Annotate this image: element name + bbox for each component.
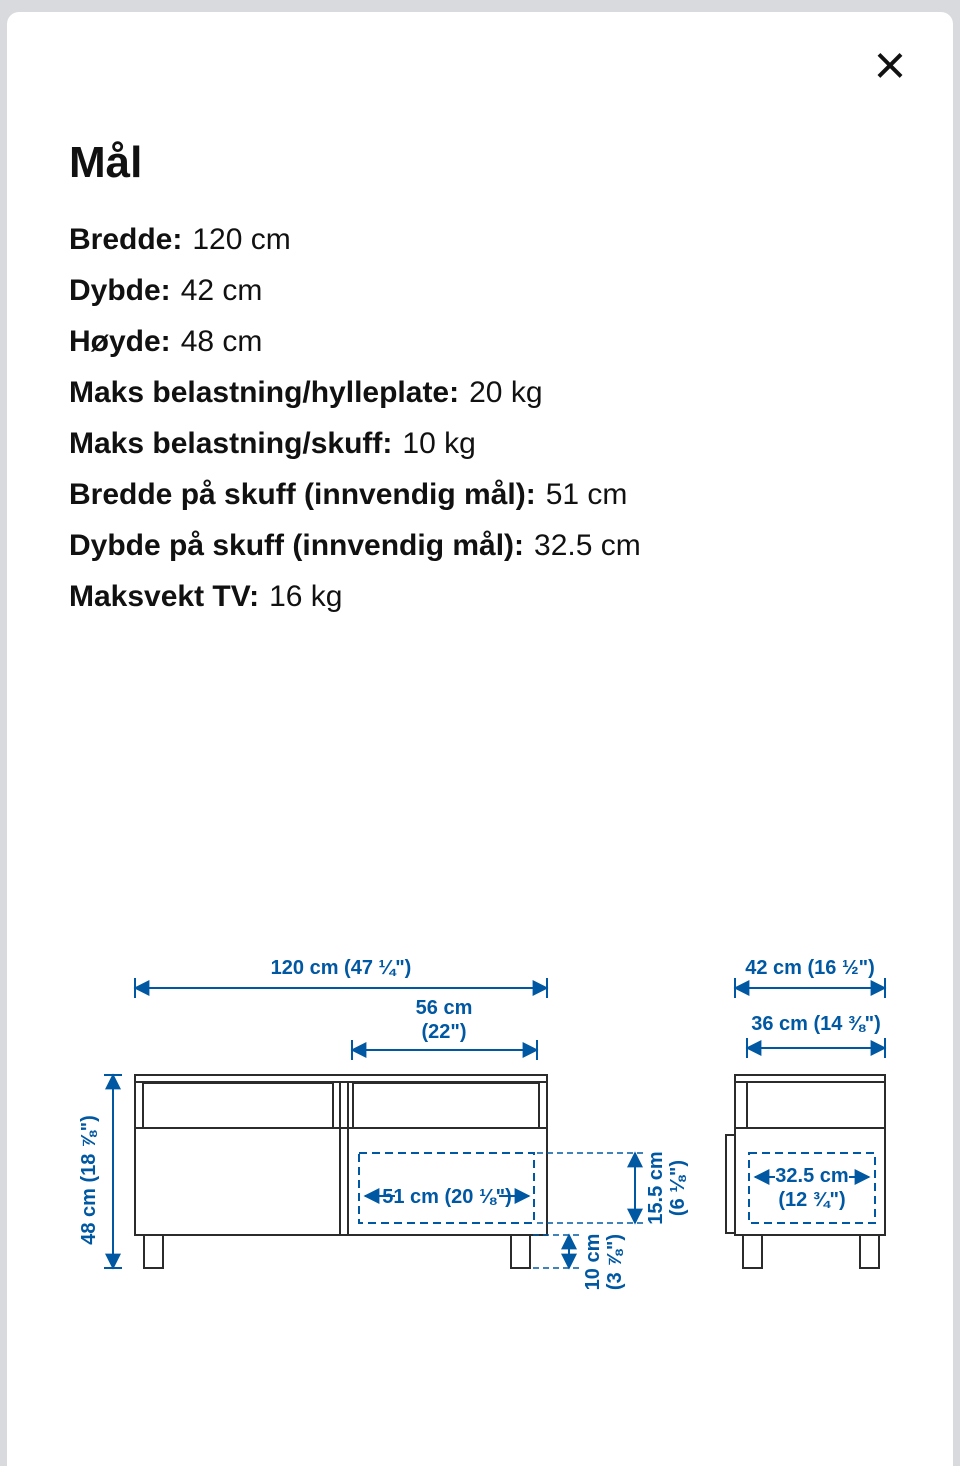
dim-label-total-height: 48 cm (18 ⅞")	[78, 1115, 100, 1245]
dim-label-leg-height-1: 10 cm	[582, 1233, 604, 1291]
spec-row-bredde-pa-skuff	[69, 469, 953, 520]
dim-drawer-inner-depth	[749, 1153, 875, 1223]
spec-value: 32.5 cm	[534, 529, 641, 562]
dim-label-drawer-front-width-1: 56 cm	[415, 997, 473, 1019]
dim-label-top-shelf-depth: 36 cm (14 ⅜")	[751, 1013, 881, 1035]
dim-total-width	[135, 957, 547, 998]
spec-value: 10 kg	[402, 427, 476, 460]
spec-label: Maks belastning/hylleplate:	[69, 376, 460, 409]
close-button[interactable]	[865, 33, 915, 96]
dim-drawer-inner-width	[359, 1153, 534, 1223]
spec-value: 120 cm	[192, 223, 291, 256]
dim-label-drawer-inner-depth-1: 32.5 cm	[775, 1165, 849, 1187]
spec-value: 42 cm	[180, 274, 263, 307]
dim-label-drawer-inner-depth-2: (12 ¾")	[778, 1189, 846, 1211]
side-leg-back	[743, 1235, 762, 1268]
spec-list	[69, 214, 953, 622]
dimensions-modal	[7, 12, 953, 1466]
front-leg-right	[511, 1235, 530, 1268]
dim-total-height	[78, 1075, 122, 1268]
spec-label: Maks belastning/skuff:	[69, 427, 393, 460]
front-leg-left	[144, 1235, 163, 1268]
spec-label: Bredde på skuff (innvendig mål):	[69, 478, 536, 511]
dim-label-drawer-front-width-2: (22")	[421, 1021, 467, 1043]
drawer-inner-box-side	[749, 1153, 875, 1223]
spec-row-dybde	[69, 265, 953, 316]
dim-label-drawer-inner-width: 51 cm (20 ⅛")	[382, 1186, 512, 1208]
spec-label: Bredde:	[69, 223, 183, 256]
spec-row-maks-belastning-skuff	[69, 418, 953, 469]
spec-label: Dybde på skuff (innvendig mål):	[69, 529, 525, 562]
dim-drawer-inner-height	[537, 1151, 689, 1224]
dim-label-drawer-inner-height-2: (6 ⅛")	[667, 1159, 689, 1217]
dim-label-total-depth: 42 cm (16 ½")	[745, 957, 875, 979]
dim-total-depth	[735, 957, 885, 998]
spec-row-maksvekt-tv	[69, 571, 953, 622]
dim-label-leg-height-2: (3 ⅞")	[604, 1233, 626, 1291]
dim-leg-height	[533, 1234, 626, 1291]
dimension-diagram-svg	[7, 930, 960, 1360]
modal-title: Mål	[69, 138, 143, 187]
open-shelf-left	[143, 1083, 333, 1128]
open-shelf-right	[353, 1083, 539, 1128]
close-icon: ×	[873, 33, 907, 96]
back-panel-edge	[726, 1135, 735, 1233]
spec-label: Maksvekt TV:	[69, 580, 260, 613]
spec-row-maks-belastning-hylleplate	[69, 367, 953, 418]
spec-label: Dybde:	[69, 274, 171, 307]
spec-value: 48 cm	[180, 325, 263, 358]
tv-bench-front-view	[135, 1075, 547, 1268]
side-leg-front	[860, 1235, 879, 1268]
spec-row-hoyde	[69, 316, 953, 367]
spec-value: 16 kg	[269, 580, 343, 613]
spec-label: Høyde:	[69, 325, 171, 358]
spec-row-dybde-pa-skuff	[69, 520, 953, 571]
spec-value: 20 kg	[469, 376, 543, 409]
dim-label-drawer-inner-height-1: 15.5 cm	[645, 1151, 667, 1225]
dim-drawer-front-width	[352, 997, 537, 1060]
dim-top-shelf-depth	[747, 1013, 885, 1058]
spec-value: 51 cm	[545, 478, 628, 511]
dimension-diagram	[7, 930, 960, 1360]
spec-row-bredde	[69, 214, 953, 265]
dim-label-total-width: 120 cm (47 ¼")	[270, 957, 412, 979]
